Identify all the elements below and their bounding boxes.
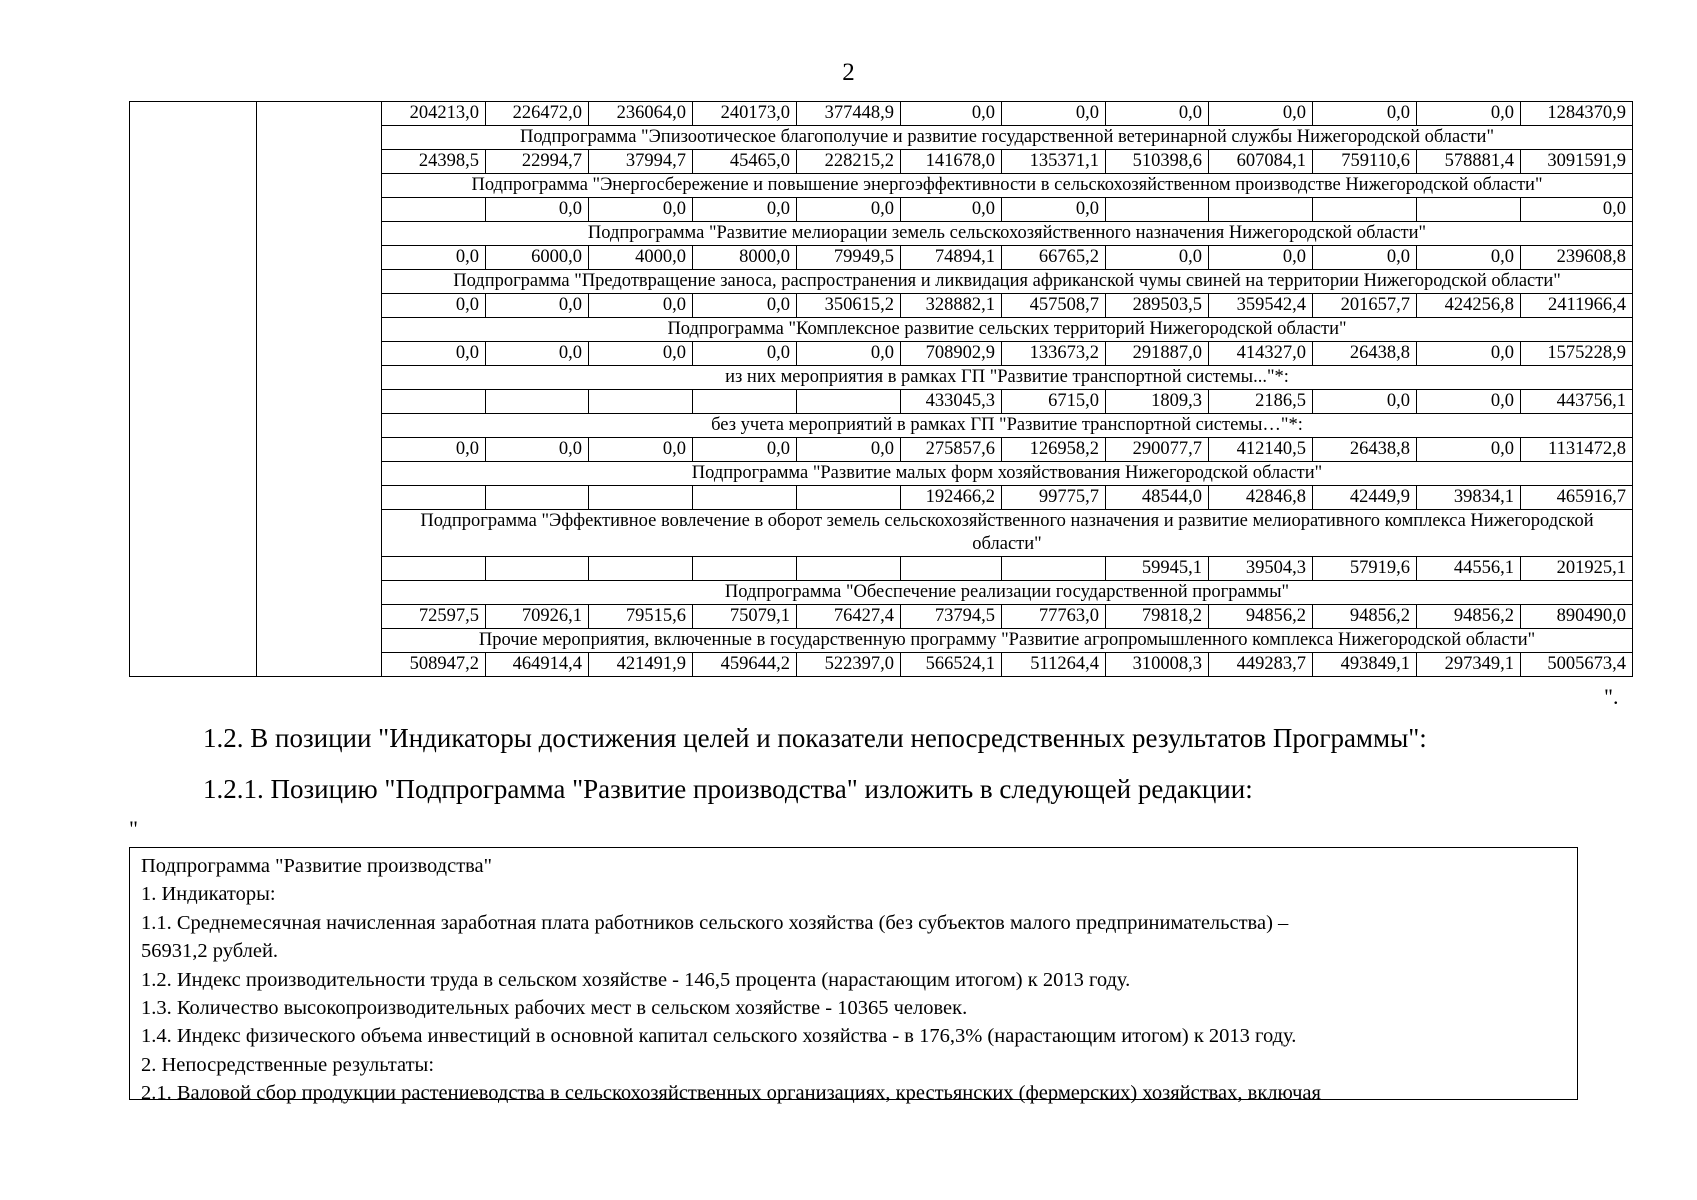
table-cell: 39504,3 [1209,557,1313,581]
table-cell: 0,0 [1002,102,1106,126]
table-cell: 433045,3 [901,390,1002,414]
table-cell [589,557,693,581]
box-line: 56931,2 рублей. [141,940,279,963]
table-cell: 0,0 [693,294,797,318]
subprogram-title: из них мероприятия в рамках ГП "Развитие транспортной системы..."*: [382,366,1633,390]
table-cell: 291887,0 [1106,342,1209,366]
table-cell [1002,557,1106,581]
table-cell [901,557,1002,581]
subprogram-title: без учета мероприятий в рамках ГП "Развитие транспортной системы…"*: [382,414,1633,438]
table-cell: 421491,9 [589,653,693,677]
table-cell: 94856,2 [1313,605,1417,629]
table-cell: 141678,0 [901,150,1002,174]
table-cell: 0,0 [1209,102,1313,126]
subprogram-title: Подпрограмма "Комплексное развитие сельских территорий Нижегородской области" [382,318,1633,342]
box-line: Подпрограмма "Развитие производства" [141,855,493,877]
table-cell: 26438,8 [1313,342,1417,366]
table-cell: 0,0 [693,198,797,222]
table-cell: 0,0 [797,438,901,462]
subprogram-title: Подпрограмма "Обеспечение реализации государственной программы" [382,581,1633,605]
table-cell: 0,0 [486,198,589,222]
table-cell [486,390,589,414]
table-cell: 192466,2 [901,486,1002,510]
table-cell: 289503,5 [1106,294,1209,318]
table-cell: 0,0 [382,342,486,366]
table-cell: 0,0 [486,342,589,366]
table-cell: 94856,2 [1209,605,1313,629]
table-cell [797,390,901,414]
table-cell: 0,0 [589,342,693,366]
table-cell: 1284370,9 [1521,102,1633,126]
table-cell: 44556,1 [1417,557,1521,581]
table-cell: 0,0 [1106,246,1209,270]
table-cell: 0,0 [901,102,1002,126]
table-cell [382,198,486,222]
table-cell [693,390,797,414]
table-cell: 328882,1 [901,294,1002,318]
table-cell: 0,0 [589,294,693,318]
table-cell: 75079,1 [693,605,797,629]
paragraph-1-2-1: 1.2.1. Позицию "Подпрограмма "Развитие производства" изложить в следующей редакции: [203,774,1253,804]
table-cell: 0,0 [382,246,486,270]
table-cell: 22994,7 [486,150,589,174]
table-cell: 0,0 [1417,342,1521,366]
table-cell: 890490,0 [1521,605,1633,629]
table-cell: 6715,0 [1002,390,1106,414]
table-cell: 510398,6 [1106,150,1209,174]
values-row [130,102,1633,126]
table-cell: 511264,4 [1002,653,1106,677]
table-cell: 135371,1 [1002,150,1106,174]
table-cell [1417,198,1521,222]
subprogram-title: Подпрограмма "Развитие мелиорации земель сельскохозяйственного назначения Нижегородской области" [382,222,1633,246]
table-cell [589,390,693,414]
table-cell: 0,0 [1521,198,1633,222]
table-cell: 0,0 [486,294,589,318]
table-cell: 24398,5 [382,150,486,174]
financing-table [129,101,1633,677]
table-cell: 414327,0 [1209,342,1313,366]
table-cell: 0,0 [1313,246,1417,270]
table-cell [486,557,589,581]
table-cell: 412140,5 [1209,438,1313,462]
table-cell: 0,0 [486,438,589,462]
table-cell: 6000,0 [486,246,589,270]
table-cell: 66765,2 [1002,246,1106,270]
table-cell: 26438,8 [1313,438,1417,462]
table-cell: 48544,0 [1106,486,1209,510]
table-cell: 0,0 [589,198,693,222]
table-cell: 239608,8 [1521,246,1633,270]
table-cell: 8000,0 [693,246,797,270]
blank-col-b [257,102,382,677]
table-cell [1209,198,1313,222]
table-cell: 126958,2 [1002,438,1106,462]
box-line: 1.2. Индекс производительности труда в сельском хозяйстве - 146,5 процента (нарастающим итогом) к 2013 году. [141,968,1131,991]
table-cell: 607084,1 [1209,150,1313,174]
table-cell: 0,0 [1106,102,1209,126]
table-cell: 0,0 [1417,102,1521,126]
box-line: 1.1. Среднемесячная начисленная заработная плата работников сельского хозяйства (без субъектов малого предпринимательства) – [141,911,1289,934]
table-cell: 76427,4 [797,605,901,629]
table-cell: 310008,3 [1106,653,1209,677]
closing-quote: ". [1604,684,1619,709]
subprogram-title: Прочие мероприятия, включенные в государственную программу "Развитие агропромышленного комплекса Нижегородской области" [382,629,1633,653]
table-cell [1106,198,1209,222]
table-cell: 0,0 [382,438,486,462]
opening-quote: " [129,816,138,841]
table-cell: 297349,1 [1417,653,1521,677]
table-cell: 1809,3 [1106,390,1209,414]
table-cell: 77763,0 [1002,605,1106,629]
box-line: 2. Непосредственные результаты: [141,1053,435,1076]
table-cell: 70926,1 [486,605,589,629]
table-cell: 39834,1 [1417,486,1521,510]
table-cell: 377448,9 [797,102,901,126]
table-cell: 759110,6 [1313,150,1417,174]
table-cell: 566524,1 [901,653,1002,677]
table-cell: 0,0 [1417,246,1521,270]
table-cell [486,486,589,510]
table-cell: 4000,0 [589,246,693,270]
paragraph-1-2: 1.2. В позиции "Индикаторы достижения целей и показатели непосредственных результатов Программы": [203,723,1427,753]
table-cell: 3091591,9 [1521,150,1633,174]
table-cell: 0,0 [589,438,693,462]
table-cell: 240173,0 [693,102,797,126]
table-cell: 350615,2 [797,294,901,318]
subprogram-title: Подпрограмма "Предотвращение заноса, распространения и ликвидация африканской чумы свиней на территории Нижегородской области" [382,270,1633,294]
table-cell: 0,0 [1209,246,1313,270]
table-cell: 72597,5 [382,605,486,629]
table-cell: 226472,0 [486,102,589,126]
table-cell: 79818,2 [1106,605,1209,629]
table-cell [382,486,486,510]
table-cell: 522397,0 [797,653,901,677]
table-cell: 449283,7 [1209,653,1313,677]
table-cell: 73794,5 [901,605,1002,629]
table-cell [693,557,797,581]
table-cell: 424256,8 [1417,294,1521,318]
table-cell: 0,0 [1313,390,1417,414]
table-cell: 37994,7 [589,150,693,174]
table-cell: 290077,7 [1106,438,1209,462]
table-cell: 508947,2 [382,653,486,677]
box-line: 2.1. Валовой сбор продукции растениеводства в сельскохозяйственных организациях, крестьянских (фермерских) хозяйствах, включая [141,1082,1321,1105]
table-cell: 204213,0 [382,102,486,126]
table-cell: 0,0 [382,294,486,318]
table-cell: 1575228,9 [1521,342,1633,366]
table-cell: 59945,1 [1106,557,1209,581]
page-number: 2 [842,59,855,86]
table-cell [382,390,486,414]
table-cell: 5005673,4 [1521,653,1633,677]
table-cell: 0,0 [1313,102,1417,126]
table-cell: 443756,1 [1521,390,1633,414]
subprogram-title: Подпрограмма "Развитие малых форм хозяйствования Нижегородской области" [382,462,1633,486]
table-cell [797,557,901,581]
table-cell: 2186,5 [1209,390,1313,414]
table-cell: 359542,4 [1209,294,1313,318]
subprogram-title: Подпрограмма "Эффективное вовлечение в оборот земель сельскохозяйственного назначения и развитие мелиоративного комплекса Нижегородской области" [382,510,1633,557]
table-cell: 708902,9 [901,342,1002,366]
table-cell: 0,0 [797,342,901,366]
table-cell: 94856,2 [1417,605,1521,629]
table-cell [382,557,486,581]
table-cell: 57919,6 [1313,557,1417,581]
table-cell: 0,0 [693,438,797,462]
table-cell: 464914,4 [486,653,589,677]
table-cell: 459644,2 [693,653,797,677]
table-cell: 457508,7 [1002,294,1106,318]
table-cell: 0,0 [1002,198,1106,222]
subprogram-title: Подпрограмма "Эпизоотическое благополучие и развитие государственной ветеринарной службы Нижегородской области" [382,126,1633,150]
table-cell [1313,198,1417,222]
box-line: 1. Индикаторы: [141,883,276,906]
table-cell: 74894,1 [901,246,1002,270]
table-cell: 0,0 [693,342,797,366]
table-cell: 578881,4 [1417,150,1521,174]
table-body [130,102,1633,677]
table-cell: 0,0 [1417,438,1521,462]
box-line: 1.4. Индекс физического объема инвестиций в основной капитал сельского хозяйства - в 176,3% (нарастающим итогом) к 2013 году. [141,1025,1297,1048]
table-cell: 201657,7 [1313,294,1417,318]
table-cell: 275857,6 [901,438,1002,462]
table-cell: 236064,0 [589,102,693,126]
box-line: 1.3. Количество высокопроизводительных рабочих мест в сельском хозяйстве - 10365 человек. [141,997,968,1020]
table-cell: 99775,7 [1002,486,1106,510]
table-cell: 493849,1 [1313,653,1417,677]
table-cell: 465916,7 [1521,486,1633,510]
table-cell [797,486,901,510]
table-cell: 1131472,8 [1521,438,1633,462]
blank-col-a [130,102,257,677]
table-cell [589,486,693,510]
table-cell: 45465,0 [693,150,797,174]
table-cell: 42846,8 [1209,486,1313,510]
table-cell: 0,0 [901,198,1002,222]
subprogram-text-box [129,847,1578,1105]
table-cell: 2411966,4 [1521,294,1633,318]
table-cell: 0,0 [797,198,901,222]
table-cell: 0,0 [1417,390,1521,414]
table-cell [693,486,797,510]
table-cell: 79515,6 [589,605,693,629]
subprogram-title: Подпрограмма "Энергосбережение и повышение энергоэффективности в сельскохозяйственном производстве Нижегородской области" [382,174,1633,198]
table-cell: 42449,9 [1313,486,1417,510]
table-cell: 201925,1 [1521,557,1633,581]
table-cell: 79949,5 [797,246,901,270]
table-cell: 228215,2 [797,150,901,174]
table-cell: 133673,2 [1002,342,1106,366]
